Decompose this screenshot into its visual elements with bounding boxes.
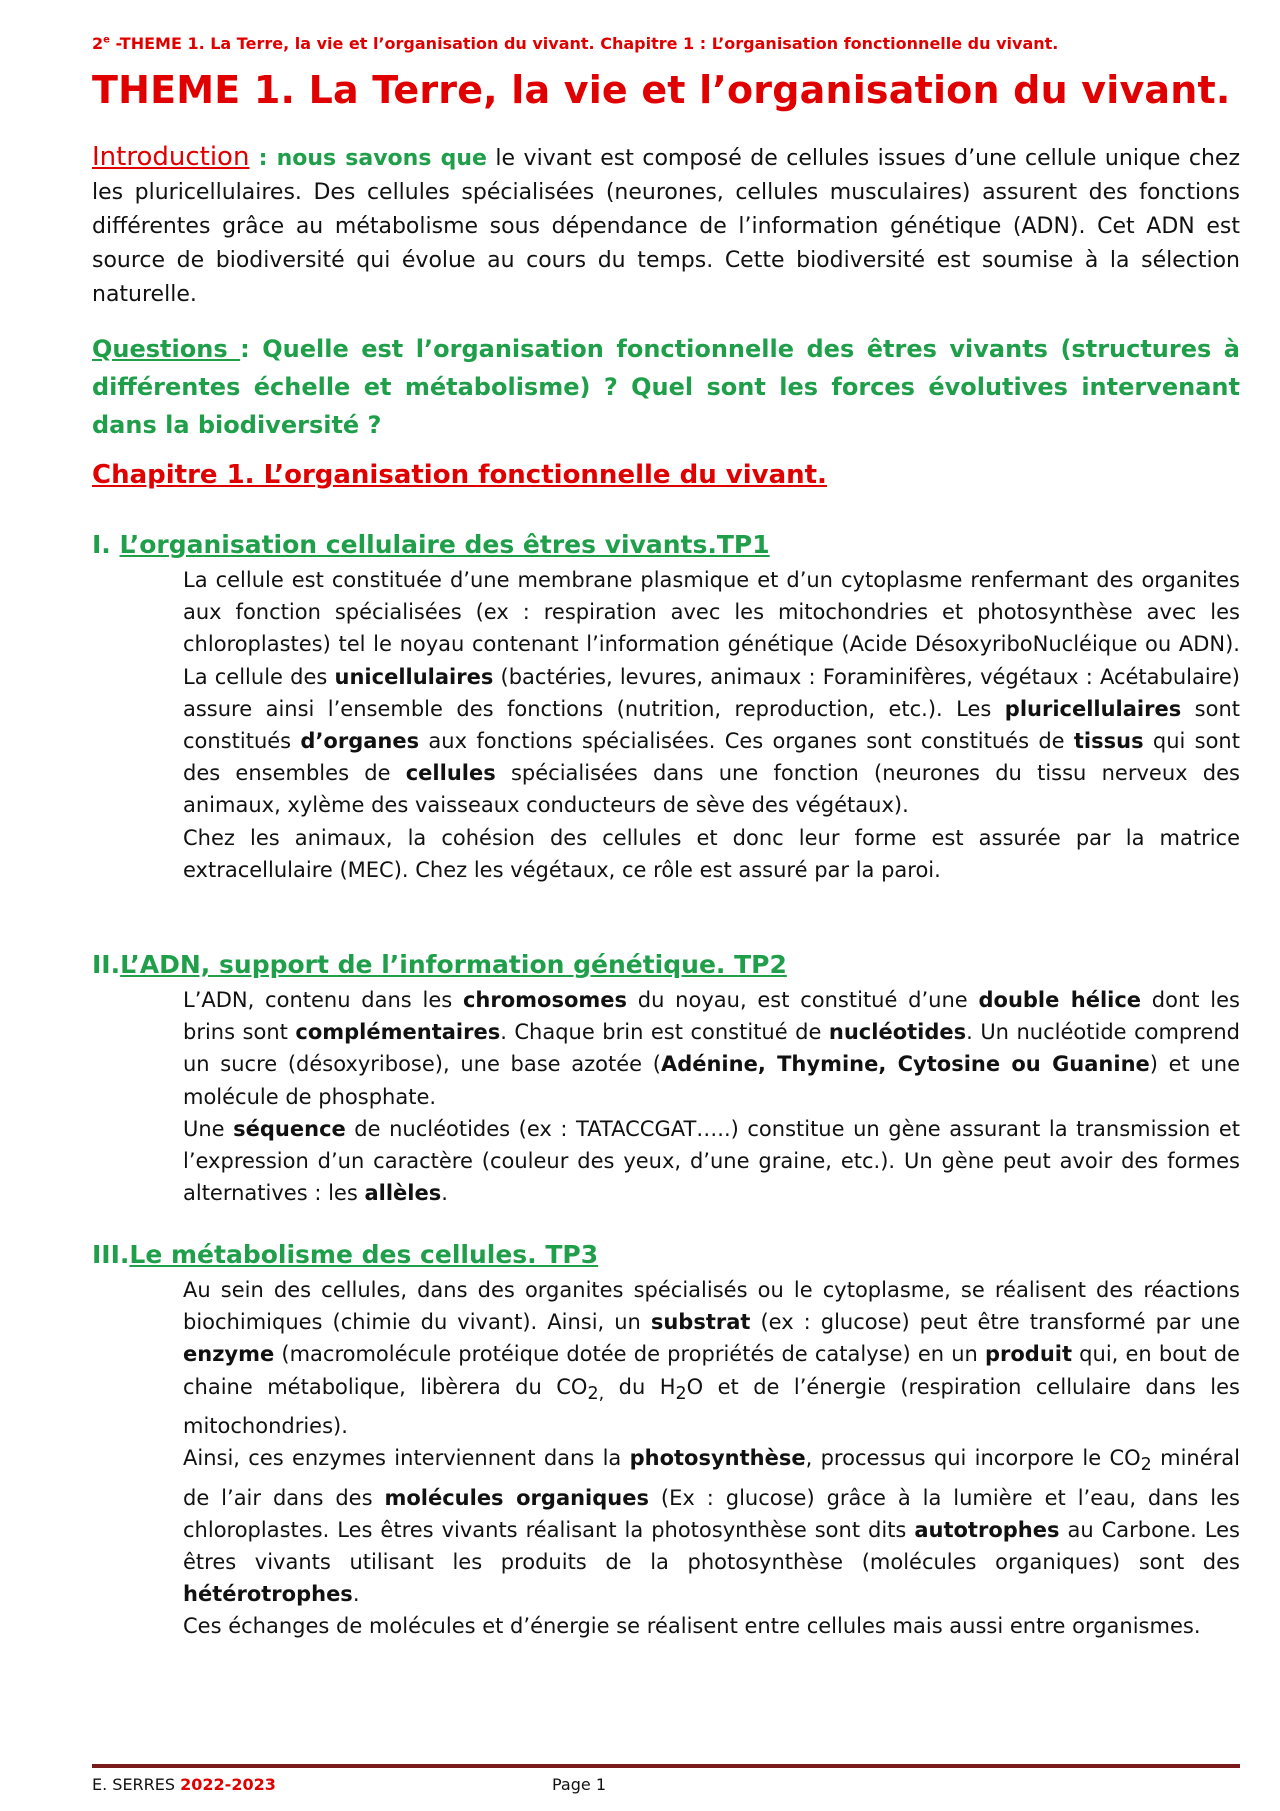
bold-term: molécules organiques [384,1485,649,1510]
introduction-label: Introduction [92,142,250,172]
text-run: . Chaque brin est constitué de [500,1020,829,1045]
bold-term: substrat [650,1310,751,1335]
text-run: . Un nucléotide comprend un sucre (désoxyribose), une base azotée ( [183,1020,1240,1077]
text-run: Une [183,1116,234,1141]
text-run: Au sein des cellules, dans des organites spécialisés ou le cytoplasme, se réalisent des réactions biochimiques (chimie du vivant). Ainsi, un [183,1278,1240,1335]
bold-term: Adénine, Thymine, Cytosine ou Guanine [660,1052,1150,1077]
text-run: ) et une molécule de phosphate. [183,1052,1240,1109]
bold-term: cellules [405,761,496,786]
school-year: 2022-2023 [180,1775,276,1794]
text-run: (ex : glucose) peut être transformé par une [750,1310,1240,1335]
section-3-body [183,1274,1240,1643]
text-run: minéral de l’air dans des [183,1446,1240,1510]
text-run: de nucléotides (ex : TATACCGAT…..) constitue un gène assurant la transmission et l’expression d’un caractère (couleur des yeux, d’une graine, etc.). Un gène peut avoir des formes alternatives : les [183,1116,1240,1206]
text-run: Ainsi, ces enzymes interviennent dans la [183,1446,630,1471]
section-2-body [183,984,1240,1209]
section-1-number: I. [92,530,111,559]
bold-term: séquence [233,1116,346,1141]
page-title: THEME 1. La Terre, la vie et l’organisation du vivant. [92,68,1231,112]
bold-term: photosynthèse [629,1446,806,1471]
footer-divider [92,1764,1240,1768]
text-run: spécialisées dans une fonction (neurones du tissu nerveux des animaux, xylème des vaisseaux conducteurs de sève des végétaux). [183,761,1240,818]
footer-author [92,1775,276,1794]
bold-term: tissus [1073,729,1144,754]
section-2-title: L’ADN, support de l’information génétique. TP2 [120,950,787,979]
bold-term: d’organes [300,729,420,754]
section-3-paragraph-2 [183,1442,1240,1610]
bold-term: unicellulaires [334,664,494,689]
text-run: (bactéries, levures, animaux : Foraminifères, végétaux : Acétabulaire) assure ainsi l’ensemble des fonctions (nutrition, reproduction, etc.). Les [183,664,1240,721]
bold-term: pluricellulaires [1004,696,1182,721]
section-1-paragraph-2: Chez les animaux, la cohésion des cellules et donc leur forme est assurée par la matrice extracellulaire (MEC). Chez les végétaux, ce rôle est assuré par la paroi. [183,825,1240,882]
introduction [92,140,1240,312]
section-1-heading [92,530,770,559]
running-header [92,34,1192,53]
text-run: dont les brins sont [183,988,1240,1045]
subscript: 2 [675,1383,687,1404]
text-run: au Carbone. Les êtres vivants utilisant les produits de la photosynthèse (molécules organiques) sont des [183,1517,1240,1574]
page-number: Page 1 [552,1775,606,1794]
bold-term: enzyme [183,1342,275,1367]
bold-term: complémentaires [295,1020,501,1045]
text-run: . [352,1582,360,1607]
section-2-heading [92,950,787,979]
section-2-paragraph-2 [183,1113,1240,1210]
author-name: E. SERRES [92,1775,181,1794]
header-text: -THEME 1. La Terre, la vie et l’organisation du vivant. Chapitre 1 : L’organisation fonctionnelle du vivant. [109,34,1059,53]
text-run: La cellule est constituée d’une membrane plasmique et d’un cytoplasme renfermant des organites aux fonction spécialisées (ex : respiration avec les mitochondries et photosynthèse avec les chloroplastes) tel le noyau contenant l’information génétique (Acide DésoxyriboNucléique ou ADN). La cellule des [183,568,1240,689]
chapter-title: Chapitre 1. L’organisation fonctionnelle du vivant. [92,460,827,490]
questions-text: : Quelle est l’organisation fonctionnelle des êtres vivants (structures à différentes échelle et métabolisme) ? Quel sont les forces évolutives intervenant dans la biodiversité ? [92,335,1240,439]
section-3-heading [92,1240,598,1269]
text-run: aux fonctions spécialisées. Ces organes sont constitués de [419,729,1074,754]
section-1-title: L’organisation cellulaire des êtres vivants.TP1 [119,530,770,559]
text-run: (macromolécule protéique dotée de propriétés de catalyse) en un [274,1342,985,1367]
text-run: , processus qui incorpore le CO [805,1446,1141,1471]
questions [92,330,1240,444]
bold-term: nucléotides [828,1020,967,1045]
text-run: qui, en bout de chaine métabolique, libèrera du CO [183,1342,1240,1399]
bold-term: chromosomes [462,988,628,1012]
text-run: (Ex : glucose) grâce à la lumière et l’eau, dans les chloroplastes. Les êtres vivants réalisant la photosynthèse sont dits [183,1485,1240,1542]
introduction-lead: nous savons que [276,146,487,171]
introduction-colon: : [249,146,277,171]
bold-term: autotrophes [914,1517,1060,1542]
section-2-number: II. [92,950,121,979]
questions-label: Questions [92,335,241,363]
text-run: L’ADN, contenu dans les [183,988,463,1012]
text-run: O et de l’énergie (respiration cellulaire dans les mitochondries). [183,1374,1240,1438]
text-run: du H [604,1374,676,1399]
section-2-paragraph-1 [183,984,1240,1113]
bold-term: produit [984,1342,1073,1367]
text-run: qui sont des ensembles de [183,729,1240,786]
bold-term: allèles [364,1181,442,1206]
introduction-body: le vivant est composé de cellules issues d’une cellule unique chez les pluricellulaires. Des cellules spécialisées (neurones, cellules musculaires) assurent des fonctions différentes grâce au métabolisme sous dépendance de l’information génétique (ADN). Cet ADN est source de biodiversité qui évolue au cours du temps. Cette biodiversité est soumise à la sélection naturelle. [92,146,1240,307]
header-sup: e [103,34,110,46]
section-1-body [183,564,1240,886]
subscript: 2, [587,1383,605,1404]
section-3-number: III. [92,1240,130,1269]
section-1-paragraph-1 [183,564,1240,822]
text-run: du noyau, est constitué d’une [627,988,979,1012]
section-3-paragraph-1 [183,1274,1240,1442]
text-run: sont constitués [183,696,1240,754]
section-3-paragraph-3: Ces échanges de molécules et d’énergie se réalisent entre cellules mais aussi entre organismes. [183,1614,1201,1639]
section-3-title: Le métabolisme des cellules. TP3 [129,1240,599,1269]
bold-term: double hélice [978,988,1142,1012]
header-prefix: 2 [92,34,104,53]
bold-term: hétérotrophes [183,1582,353,1607]
subscript: 2 [1140,1455,1152,1476]
text-run: . [441,1181,448,1206]
